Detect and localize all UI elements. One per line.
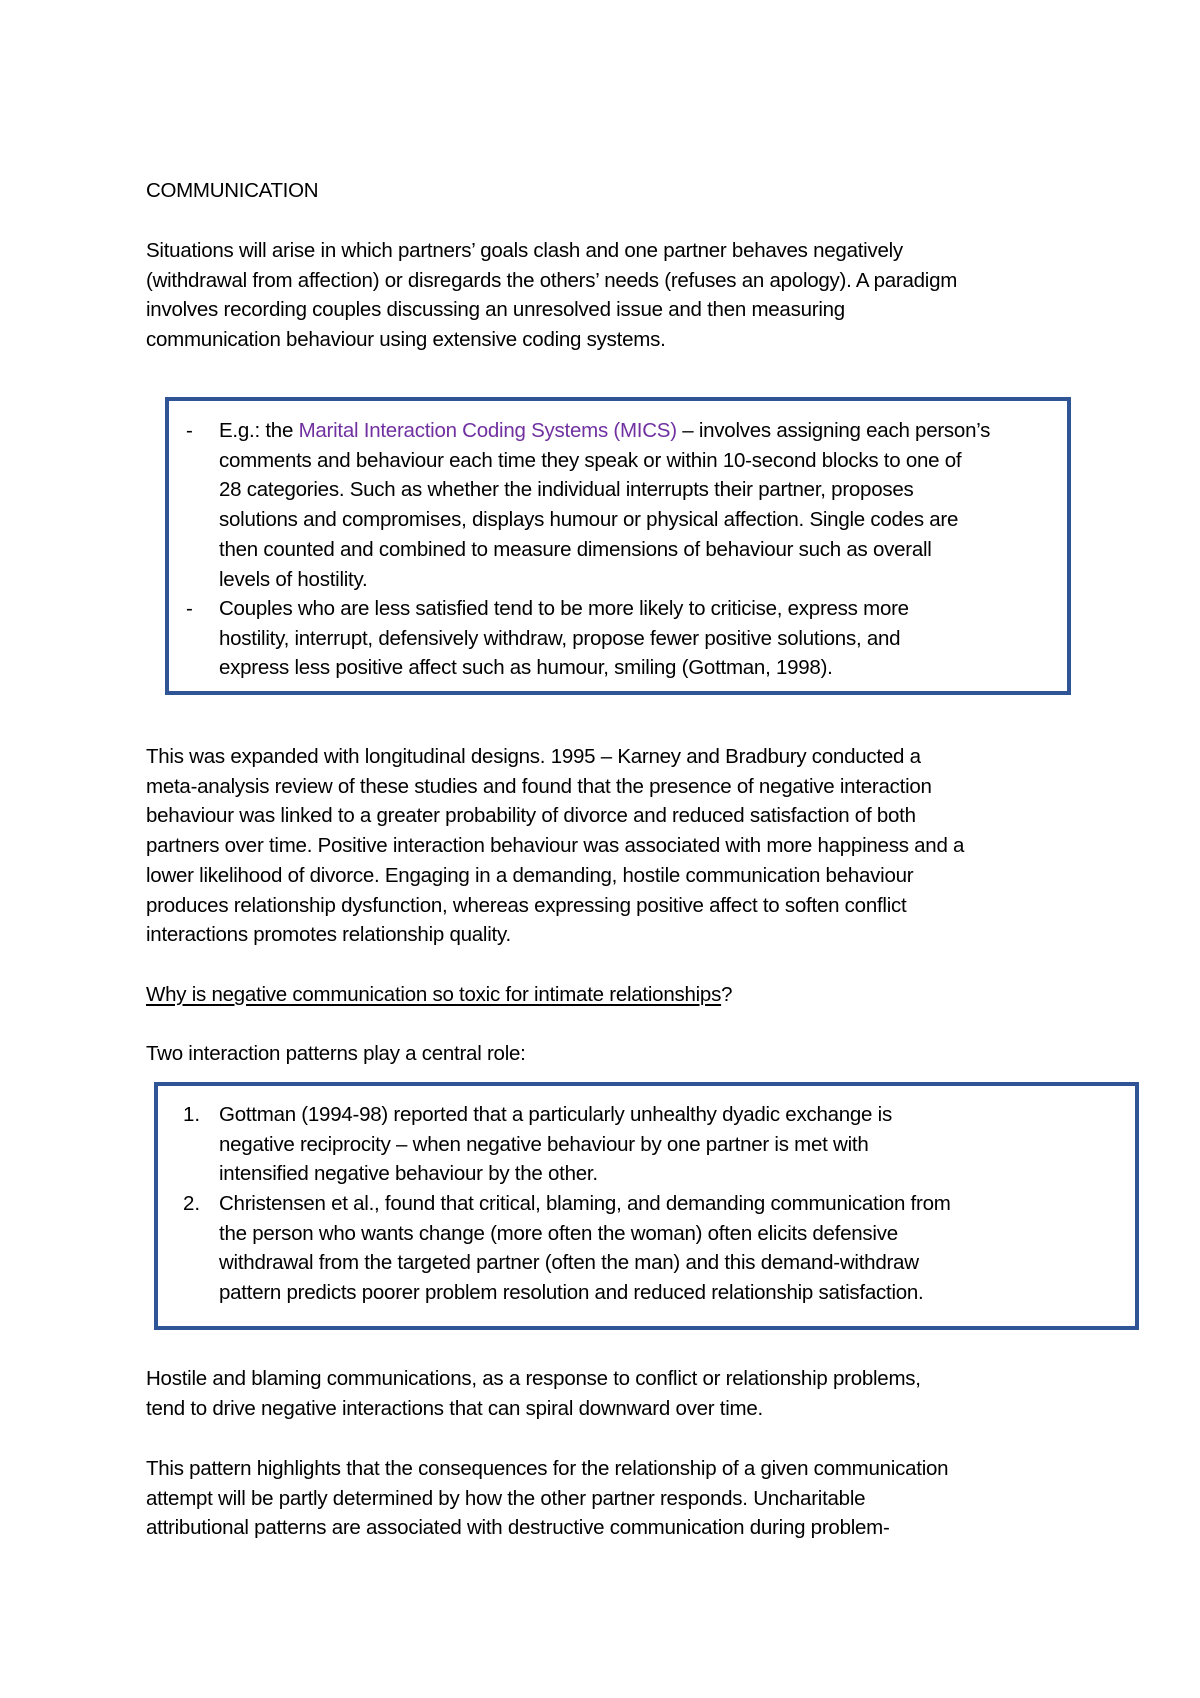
text-line: interactions promotes relationship quality. bbox=[146, 923, 511, 947]
text-line: levels of hostility. bbox=[219, 567, 368, 591]
text-line: This pattern highlights that the consequences for the relationship of a given communication bbox=[146, 1457, 949, 1480]
text-line bbox=[219, 416, 1069, 446]
pattern-paragraph bbox=[146, 1454, 1076, 1543]
list-number: 2. bbox=[183, 1192, 201, 1215]
text-line: 28 categories. Such as whether the individual interrupts their partner, proposes bbox=[219, 478, 914, 502]
text-line: hostility, interrupt, defensively withdraw, propose fewer positive solutions, and bbox=[219, 626, 901, 650]
text-line: produces relationship dysfunction, whereas expressing positive affect to soften conflict bbox=[146, 893, 907, 917]
text-span: E.g.: the bbox=[219, 419, 299, 442]
text-line: Couples who are less satisfied tend to be more likely to criticise, express more bbox=[219, 597, 909, 620]
text-line: Situations will arise in which partners’ goals clash and one partner behaves negatively bbox=[146, 239, 903, 262]
text-line: the person who wants change (more often the woman) often elicits defensive bbox=[219, 1221, 898, 1245]
bullet-item-satisfaction bbox=[219, 594, 1069, 683]
text-span: – involves assigning each person’s bbox=[676, 419, 991, 442]
question-mark: ? bbox=[721, 983, 733, 1006]
text-line: withdrawal from the targeted partner (often the man) and this demand-withdraw bbox=[219, 1251, 919, 1275]
text-line: intensified negative behaviour by the other. bbox=[219, 1162, 598, 1186]
text-line: Gottman (1994-98) reported that a particularly unhealthy dyadic exchange is bbox=[219, 1103, 892, 1126]
text-line: lower likelihood of divorce. Engaging in a demanding, hostile communication behaviour bbox=[146, 863, 914, 887]
numbered-item-reciprocity bbox=[219, 1100, 1129, 1189]
bullet-dash: - bbox=[186, 419, 193, 442]
text-line: pattern predicts poorer problem resolution and reduced relationship satisfaction. bbox=[219, 1281, 924, 1305]
text-line: involves recording couples discussing an unresolved issue and then measuring bbox=[146, 298, 845, 322]
text-line: This was expanded with longitudinal designs. 1995 – Karney and Bradbury conducted a bbox=[146, 745, 921, 768]
text-line: negative reciprocity – when negative behaviour by one partner is met with bbox=[219, 1132, 869, 1156]
text-line: attempt will be partly determined by how the other partner responds. Uncharitable bbox=[146, 1486, 866, 1510]
numbered-item-demand-withdraw bbox=[219, 1189, 1129, 1308]
bullet-item-mics bbox=[219, 416, 1069, 594]
text-line: meta-analysis review of these studies and found that the presence of negative interaction bbox=[146, 774, 932, 798]
patterns-intro: Two interaction patterns play a central role: bbox=[146, 1042, 526, 1065]
text-line: communication behaviour using extensive coding systems. bbox=[146, 328, 666, 352]
hostile-paragraph bbox=[146, 1364, 1076, 1423]
text-line: behaviour was linked to a greater probability of divorce and reduced satisfaction of both bbox=[146, 804, 916, 828]
bullet-dash: - bbox=[186, 597, 193, 620]
question-line bbox=[146, 980, 1076, 1010]
longitudinal-paragraph bbox=[146, 742, 1076, 950]
section-heading: COMMUNICATION bbox=[146, 179, 319, 202]
text-line: Christensen et al., found that critical, blaming, and demanding communication from bbox=[219, 1192, 951, 1215]
text-line: solutions and compromises, displays humour or physical affection. Single codes are bbox=[219, 508, 959, 532]
text-line: partners over time. Positive interaction behaviour was associated with more happiness and a bbox=[146, 834, 965, 858]
text-line: then counted and combined to measure dimensions of behaviour such as overall bbox=[219, 537, 932, 561]
question-text: Why is negative communication so toxic for intimate relationships bbox=[146, 983, 722, 1006]
mics-term: Marital Interaction Coding Systems (MICS) bbox=[298, 419, 677, 442]
text-line: express less positive affect such as humour, smiling (Gottman, 1998). bbox=[219, 656, 833, 680]
text-line: (withdrawal from affection) or disregards the others’ needs (refuses an apology). A paradigm bbox=[146, 268, 958, 292]
list-number: 1. bbox=[183, 1103, 201, 1126]
text-line: tend to drive negative interactions that can spiral downward over time. bbox=[146, 1396, 763, 1420]
text-line: Hostile and blaming communications, as a response to conflict or relationship problems, bbox=[146, 1367, 921, 1390]
text-line: comments and behaviour each time they speak or within 10-second blocks to one of bbox=[219, 448, 962, 472]
intro-paragraph bbox=[146, 236, 1076, 355]
text-line: attributional patterns are associated with destructive communication during problem- bbox=[146, 1516, 890, 1540]
